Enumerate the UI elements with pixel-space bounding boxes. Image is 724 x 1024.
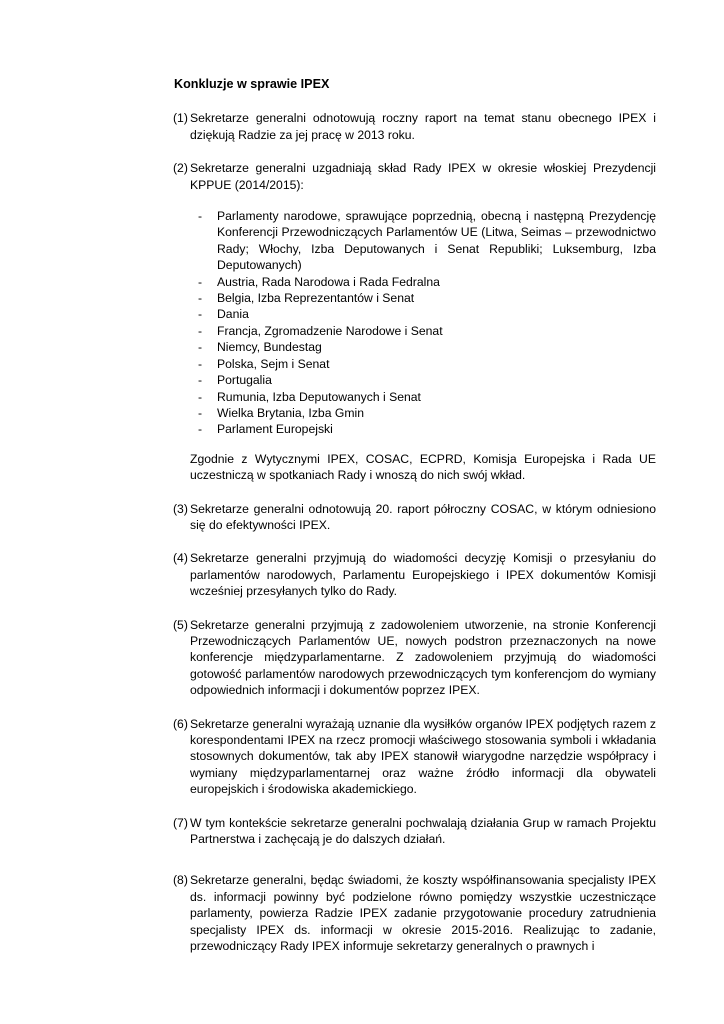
point-text: W tym kontekście sekretarze generalni pochwalają działania Grup w ramach Projektu Partnerstwa i zachęcają je do dalszych działań. [190, 815, 656, 847]
point-text: Sekretarze generalni wyrażają uznanie dla wysiłków organów IPEX podjętych razem z korespondentami IPEX na rzecz promocji właściwego stosowania symboli i wkładania stosownych dokumentów, tak aby IPEX stanowił wiarygodne narzędzie współpracy i wymiany międzyparlamentarnej oraz ważne źródło informacji dla obywateli europejskich i środowiska akademickiego. [190, 716, 656, 797]
point-number: (5) [173, 617, 188, 632]
point-text: Sekretarze generalni uzgadniają skład Rady IPEX w okresie włoskiej Prezydencji KPPUE (2014/2015): [190, 161, 656, 192]
point-text: Sekretarze generalni przyjmują z zadowoleniem utworzenie, na stronie Konferencji Przewodniczących Parlamentów UE, nowych podstron przeznaczonych na nowe konferencje międzyparlamentarne. Z zadowoleniem przyjmują do wiadomości gotowość parlamentów narodowych przewodniczących tym konferencjom do wymiany odpowiednich informacji i dokumentów poprzez IPEX. [190, 617, 656, 698]
document-page [174, 76, 656, 971]
list-item: - Parlament Europejski [198, 422, 333, 437]
list-item: - Austria, Rada Narodowa i Rada Fedralna [198, 274, 440, 289]
dash-bullet: - [198, 274, 203, 289]
dash-bullet: - [198, 340, 203, 355]
dash-bullet: - [198, 422, 203, 437]
list-item: - Wielka Brytania, Izba Gmin [198, 405, 364, 420]
council-members-list [190, 208, 656, 438]
dash-bullet: - [198, 209, 203, 224]
point-note: Zgodnie z Wytycznymi IPEX, COSAC, ECPRD, Komisja Europejska i Rada UE uczestniczą w spotkaniach Rady i wnoszą do nich swój wkład. [190, 451, 656, 483]
point-number: (2) [173, 161, 188, 176]
point-4 [174, 550, 656, 599]
point-text: Sekretarze generalni odnotowują roczny raport na temat stanu obecnego IPEX i dziękują Radzie za jej pracę w 2013 roku. [190, 111, 656, 142]
document-title: Konkluzje w sprawie IPEX [174, 77, 330, 91]
list-item: - Niemcy, Bundestag [198, 340, 322, 355]
point-text: Sekretarze generalni odnotowują 20. raport półroczny COSAC, w którym odniesiono się do efektywności IPEX. [190, 501, 656, 532]
point-6 [174, 716, 656, 798]
point-text: Sekretarze generalni, będąc świadomi, że koszty współfinansowania specjalisty IPEX ds. informacji powinny być podzielone równo pomiędzy wszystkie uczestniczące parlamenty, powierza Radzie IPEX zadanie przygotowanie procedury zatrudnienia specjalisty IPEX ds. informacji w okresie 2015-2016. Realizując to zadanie, przewodniczący Rady IPEX informuje sekretarzy generalnych o prawnych i [190, 873, 656, 954]
dash-bullet: - [198, 389, 203, 404]
point-number: (6) [173, 716, 188, 731]
point-7 [174, 815, 656, 848]
point-number: (1) [173, 111, 188, 126]
dash-bullet: - [198, 373, 203, 388]
list-item: - Belgia, Izba Reprezentantów i Senat [198, 291, 415, 306]
list-item: - Rumunia, Izba Deputowanych i Senat [198, 389, 421, 404]
point-2 [174, 160, 656, 483]
list-item: - Portugalia [198, 373, 272, 388]
point-number: (3) [173, 501, 188, 516]
point-3 [174, 501, 656, 534]
point-1 [174, 110, 656, 143]
list-item: - Dania [198, 307, 249, 322]
point-number: (4) [173, 551, 188, 566]
point-8 [174, 872, 656, 954]
list-item: - Polska, Sejm i Senat [198, 356, 330, 371]
point-number: (7) [173, 815, 188, 830]
dash-bullet: - [198, 323, 203, 338]
point-5 [174, 617, 656, 699]
dash-bullet: - [198, 291, 203, 306]
dash-bullet: - [198, 405, 203, 420]
point-number: (8) [173, 873, 188, 888]
dash-bullet: - [198, 356, 203, 371]
list-item: - Parlamenty narodowe, sprawujące poprzednią, obecną i następną Prezydencję Konferencji Przewodniczących Parlamentów UE (Litwa, Seimas – przewodnictwo Rady; Włochy, Izba Deputowanych i Senat Republiki; Luksemburg, Izba Deputowanych) [198, 209, 656, 273]
point-text: Sekretarze generalni przyjmują do wiadomości decyzję Komisji o przesyłaniu do parlamentów narodowych, Parlamentu Europejskiego i IPEX dokumentów Komisji wcześniej przesyłanych tylko do Rady. [190, 551, 656, 599]
dash-bullet: - [198, 307, 203, 322]
list-item: - Francja, Zgromadzenie Narodowe i Senat [198, 323, 443, 338]
